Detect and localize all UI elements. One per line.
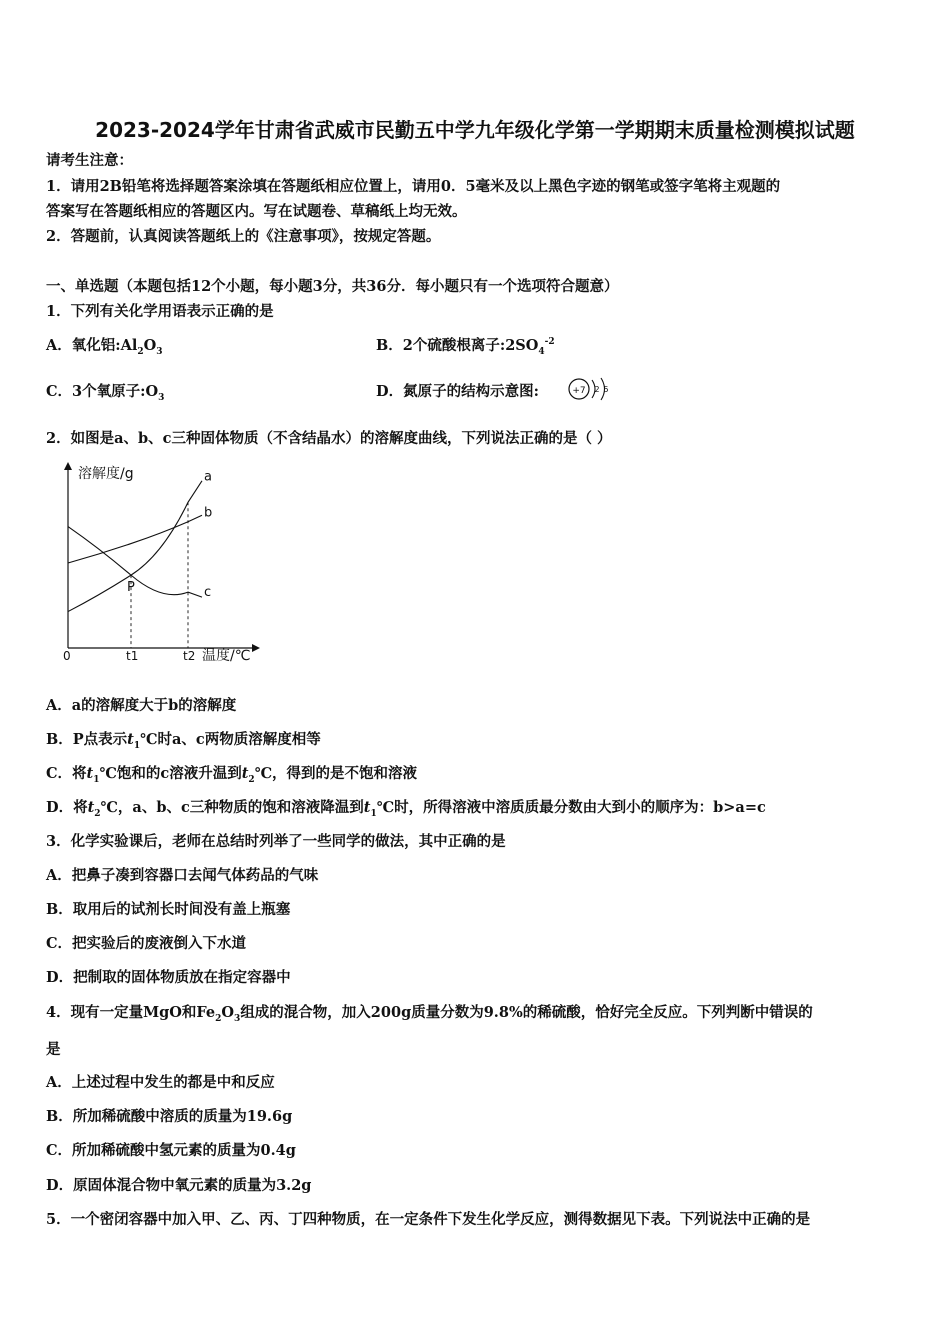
x-tick-t1: t1	[126, 649, 139, 663]
solubility-chart	[56, 456, 276, 676]
q5-stem: 5．一个密闭容器中加入甲、乙、丙、丁四种物质，在一定条件下发生化学反应，测得数据见下表。下列说法中正确的是	[46, 1211, 811, 1228]
series-a-curve	[68, 481, 202, 612]
q1-stem: 1．下列有关化学用语表示正确的是	[46, 303, 274, 320]
nitrogen-atom-diagram-icon	[566, 376, 616, 404]
q3-option-b: B．取用后的试剂长时间没有盖上瓶塞	[46, 901, 291, 918]
q1-option-b: B．2个硫酸根离子$:2SO_4^{-2}$	[376, 337, 555, 357]
q2-option-b: B．P点表示$t_1℃$时a、c两物质溶解度相等	[46, 731, 321, 751]
series-c-label: c	[204, 585, 212, 601]
x-axis-label: 温度/℃	[202, 648, 251, 664]
x-tick-0: 0	[63, 649, 71, 663]
point-p-label: P	[127, 580, 135, 596]
notice-item-2: 2．答题前，认真阅读答题纸上的《注意事项》，按规定答题。	[46, 228, 441, 245]
q4-option-d: D．原固体混合物中氧元素的质量为3.2g	[46, 1177, 312, 1194]
q3-stem: 3．化学实验课后，老师在总结时列举了一些同学的做法，其中正确的是	[46, 833, 506, 850]
series-a-label: a	[204, 469, 212, 485]
atom-shell-2-label: 5	[603, 385, 609, 394]
page-title: 2023-2024学年甘肃省武威市民勤五中学九年级化学第一学期期末质量检测模拟试题	[95, 118, 855, 142]
q2-option-d: D．将$t_2℃$，a、b、c三种物质的饱和溶液降温到$t_1℃$时，所得溶液中溶质质最分数由大到小的顺序为：b>a=c	[46, 799, 766, 819]
q2-option-c: C．将$t_1℃$饱和的c溶液升温到$t_2℃$，得到的是不饱和溶液	[46, 765, 418, 785]
q1-option-d: D．氮原子的结构示意图:	[376, 383, 539, 400]
atom-shell-1-label: 2	[594, 385, 600, 394]
q2-stem: 2．如图是a、b、c三种固体物质（不含结晶水）的溶解度曲线，下列说法正确的是（ ）	[46, 430, 612, 447]
q4-stem: 4．现有一定量MgO和$Fe_2O_3$组成的混合物，加入200g质量分数为9.8%的稀硫酸，恰好完全反应。下列判断中错误的	[46, 1004, 813, 1024]
x-axis-arrow-icon	[252, 644, 260, 652]
q2-option-a: A．a的溶解度大于b的溶解度	[46, 697, 237, 714]
q4-option-b: B．所加稀硫酸中溶质的质量为19.6g	[46, 1108, 293, 1125]
notice-item-1-line-2: 答案写在答题纸相应的答题区内。写在试题卷、草稿纸上均无效。	[46, 203, 467, 220]
series-b-curve	[68, 515, 202, 563]
y-axis-arrow-icon	[64, 462, 72, 470]
notice-item-1-line-1: 1．请用2B铅笔将选择题答案涂填在答题纸相应位置上，请用0．5毫米及以上黑色字迹的钢笔或签字笔将主观题的	[46, 178, 781, 195]
q3-option-a: A．把鼻子凑到容器口去闻气体药品的气味	[46, 867, 319, 884]
q3-option-c: C．把实验后的废液倒入下水道	[46, 935, 247, 952]
series-b-label: b	[204, 505, 213, 521]
q4-stem-line-2: 是	[46, 1041, 61, 1058]
atom-nucleus-label: +7	[572, 386, 586, 396]
series-c-curve	[68, 527, 202, 598]
notice-heading: 请考生注意：	[46, 152, 133, 169]
q1-option-a: A．氧化铝$:Al_2O_3$	[46, 337, 163, 357]
section-heading: 一、单选题（本题包括12个小题，每小题3分，共36分．每小题只有一个选项符合题意）	[46, 278, 619, 295]
q4-option-a: A．上述过程中发生的都是中和反应	[46, 1074, 275, 1091]
y-axis-label: 溶解度/g	[78, 466, 134, 482]
q1-option-c: C．3个氧原子$:O_3$	[46, 383, 165, 403]
x-tick-t2: t2	[183, 649, 196, 663]
q4-option-c: C．所加稀硫酸中氢元素的质量为0.4g	[46, 1142, 296, 1159]
q3-option-d: D．把制取的固体物质放在指定容器中	[46, 969, 291, 986]
